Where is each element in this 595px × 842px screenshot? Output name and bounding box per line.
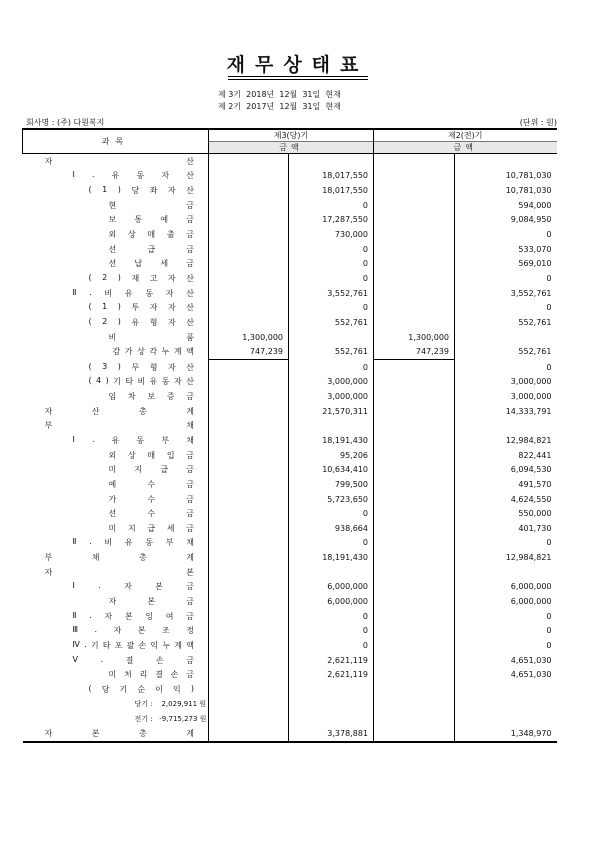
row-subject [23,389,209,404]
row-amount-p2: 0 [455,638,557,653]
row-amount-p2: 10,781,030 [455,169,557,184]
row-amount-c1 [209,506,289,521]
row-amount-c1 [209,389,289,404]
row-amount-p2: 10,781,030 [455,183,557,198]
row-amount-p1 [374,433,455,448]
row-subject [23,375,209,390]
table-row [23,375,557,390]
row-amount-c2 [289,154,374,169]
row-subject [23,726,209,742]
table-row [23,330,557,345]
row-amount-c1 [209,726,289,742]
header-current-amount: 금액 [209,142,374,154]
row-amount-p2 [455,565,557,580]
table-row [23,344,557,359]
table-row [23,227,557,242]
row-amount-p1 [374,550,455,565]
row-amount-p1: 1,300,000 [374,330,455,345]
row-amount-c2: 3,552,761 [289,286,374,301]
row-amount-c1 [209,448,289,463]
row-subject [23,227,209,242]
row-amount-c1 [209,286,289,301]
row-amount-p2: 533,070 [455,242,557,257]
row-amount-p2 [455,682,557,697]
row-subject-label: 자 본 총 계 [44,728,194,738]
table-row [23,198,557,213]
row-amount-c2: 21,570,311 [289,404,374,419]
row-amount-p1: 747,239 [374,344,455,359]
table-row [23,550,557,565]
row-amount-p1 [374,419,455,434]
row-subject [23,653,209,668]
row-amount-c1 [209,462,289,477]
table-row [23,448,557,463]
row-amount-p2: 0 [455,271,557,286]
row-amount-c1 [209,419,289,434]
row-amount-c2: 18,191,430 [289,550,374,565]
row-amount-p1 [374,404,455,419]
row-amount-p1 [374,300,455,315]
row-amount-c1 [209,697,289,712]
row-amount-c2: 95,206 [289,448,374,463]
row-amount-p1 [374,477,455,492]
row-amount-p1 [374,580,455,595]
row-amount-p1 [374,227,455,242]
row-amount-p1 [374,624,455,639]
row-subject [23,344,209,359]
row-subject-label: 미 지 급 금 [108,465,194,475]
period-current: 제 3기 2018년 12월 31일 현재 [218,90,341,99]
row-subject [23,448,209,463]
row-amount-p1 [374,271,455,286]
row-amount-c2: 0 [289,506,374,521]
row-amount-p2: 6,000,000 [455,580,557,595]
row-subject [23,667,209,682]
row-subject-label: Ⅱ . 자 본 잉 여 금 [72,610,194,621]
row-amount-p1 [374,256,455,271]
row-amount-p1 [374,697,455,712]
row-amount-p2: 552,761 [455,315,557,330]
table-row [23,609,557,624]
row-amount-c2: 0 [289,536,374,551]
row-subject-label: 미 지 급 세 금 [108,523,194,533]
row-amount-p1 [374,213,455,228]
row-amount-c2 [289,330,374,345]
header-prior-period: 제2(전)기 [374,129,557,142]
row-amount-c1 [209,492,289,507]
row-amount-p1 [374,286,455,301]
table-row [23,580,557,595]
row-subject-label: 미 처 리 결 손 금 [108,670,194,680]
row-subject-label: 임 차 보 증 금 [108,392,194,402]
row-subject [23,404,209,419]
row-amount-c1 [209,213,289,228]
row-amount-p1 [374,653,455,668]
row-subject [23,242,209,257]
row-subject-label: ( 2 ) 재 고 자 산 [88,272,194,283]
row-subject-label: Ⅲ . 자 본 조 정 [72,625,194,636]
row-amount-p2: 1,348,970 [455,726,557,742]
row-subject-label: 선 납 세 금 [108,259,194,269]
period-prior: 제 2기 2017년 12월 31일 현재 [218,102,341,111]
row-amount-c2: 6,000,000 [289,580,374,595]
row-subject-label: 비 품 [108,332,194,342]
row-amount-c1 [209,565,289,580]
balance-sheet-table [22,128,557,743]
table-row [23,536,557,551]
row-amount-c2: 0 [289,198,374,213]
row-amount-p1 [374,154,455,169]
row-subject-label: ( 1 ) 당 좌 자 산 [88,185,194,196]
row-amount-c1 [209,227,289,242]
row-amount-c1 [209,682,289,697]
row-amount-p2: 594,000 [455,198,557,213]
row-amount-p2: 0 [455,300,557,315]
row-amount-c2: 3,378,881 [289,726,374,742]
row-subject-label: ( 4 ) 기 타 비 유 동 자 산 [88,376,194,387]
row-subject [23,213,209,228]
row-subject [23,711,209,726]
row-amount-p2: 6,000,000 [455,594,557,609]
row-amount-c1 [209,536,289,551]
row-subject [23,330,209,345]
row-amount-p2: 3,552,761 [455,286,557,301]
row-amount-p2: 14,333,791 [455,404,557,419]
row-subject [23,477,209,492]
row-amount-p1 [374,389,455,404]
row-subject-label: 감 가 상 각 누 계 액 [112,347,194,357]
row-amount-c2: 18,017,550 [289,169,374,184]
row-amount-c1 [209,375,289,390]
row-amount-c1 [209,667,289,682]
row-subject-label: Ⅳ . 기 타 포 괄 손 익 누 계 액 [72,639,194,650]
row-subject-label: 자 본 [44,567,194,577]
row-amount-p2 [455,419,557,434]
page-title: 재무상태표 [226,54,369,76]
company-name: 회사명 : (주) 다원복지 [26,118,105,127]
row-amount-p2: 0 [455,624,557,639]
row-amount-c2 [289,565,374,580]
row-subject-label: 자 산 총 계 [44,406,194,416]
row-subject-label: 선 급 금 [108,244,194,254]
row-amount-c2: 18,017,550 [289,183,374,198]
title-underline-2 [228,79,368,80]
unit-label: (단위 : 원) [519,118,557,127]
row-amount-c1 [209,300,289,315]
row-amount-c1 [209,711,289,726]
row-subject [23,433,209,448]
row-subject-label: 예 수 금 [108,479,194,489]
table-row [23,300,557,315]
row-subject [23,580,209,595]
row-amount-p1 [374,667,455,682]
row-amount-p1 [374,521,455,536]
row-subject-label: ( 3 ) 무 형 자 산 [88,361,194,372]
row-subject-label: Ⅰ . 유 동 자 산 [72,170,194,181]
row-subject-label: ( 2 ) 유 형 자 산 [88,316,194,327]
row-amount-p1 [374,315,455,330]
table-row [23,433,557,448]
table-row [23,697,557,712]
row-subject [23,419,209,434]
row-amount-p2: 550,000 [455,506,557,521]
table-row [23,271,557,286]
row-amount-p1 [374,375,455,390]
row-amount-p2: 4,651,030 [455,667,557,682]
table-row [23,315,557,330]
table-row [23,389,557,404]
table-row [23,286,557,301]
row-subject [23,154,209,169]
row-subject [23,506,209,521]
row-amount-p2: 552,761 [455,344,557,359]
row-amount-p2: 12,984,821 [455,433,557,448]
row-amount-p1 [374,506,455,521]
table-row [23,477,557,492]
row-amount-c2: 0 [289,242,374,257]
row-subject-label: ( 1 ) 투 자 자 산 [88,302,194,313]
row-amount-p1 [374,183,455,198]
table-row [23,419,557,434]
row-subject-label: 부 채 총 계 [44,553,194,563]
row-amount-c2 [289,711,374,726]
row-amount-p1 [374,242,455,257]
row-amount-p1 [374,594,455,609]
row-subject-label: 자 산 [44,156,194,166]
row-amount-c1 [209,609,289,624]
row-amount-c2: 0 [289,638,374,653]
row-amount-p1 [374,726,455,742]
row-amount-c1 [209,580,289,595]
row-subject-label: 외 상 매 입 금 [108,450,194,460]
row-amount-p1 [374,682,455,697]
row-amount-c2: 730,000 [289,227,374,242]
row-amount-c1 [209,169,289,184]
row-amount-c2 [289,682,374,697]
row-amount-p2 [455,697,557,712]
row-subject-label: 전기 : -9,715,273 원 [134,714,207,723]
row-subject-label: 당기 : 2,029,911 원 [134,700,207,709]
row-amount-p2: 4,651,030 [455,653,557,668]
table-row [23,404,557,419]
row-amount-p2: 6,094,530 [455,462,557,477]
row-amount-c2: 938,664 [289,521,374,536]
row-amount-p1 [374,448,455,463]
row-amount-c1 [209,183,289,198]
row-subject-label: 현 금 [108,200,194,210]
table-row [23,521,557,536]
row-subject [23,256,209,271]
table-row [23,653,557,668]
row-amount-c1 [209,271,289,286]
row-amount-p1 [374,711,455,726]
table-row [23,667,557,682]
row-subject-label: Ⅴ . 결 손 금 [72,654,194,665]
table-row [23,242,557,257]
row-amount-p2 [455,154,557,169]
row-amount-c1 [209,594,289,609]
table-row [23,169,557,184]
row-amount-p2: 3,000,000 [455,375,557,390]
row-amount-c1 [209,256,289,271]
row-amount-c2: 18,191,430 [289,433,374,448]
table-row [23,462,557,477]
row-amount-p2: 0 [455,609,557,624]
row-amount-c1 [209,242,289,257]
header-current-period: 제3(당)기 [209,129,374,142]
row-amount-c2: 2,621,119 [289,653,374,668]
table-row [23,183,557,198]
row-subject [23,536,209,551]
row-subject [23,638,209,653]
row-amount-p1 [374,359,455,374]
row-amount-c2: 17,287,550 [289,213,374,228]
row-subject-label: 보 통 예 금 [108,215,194,225]
row-subject [23,594,209,609]
row-amount-c1 [209,477,289,492]
table-row [23,154,557,169]
row-subject [23,300,209,315]
row-subject [23,521,209,536]
row-subject [23,697,209,712]
row-subject [23,462,209,477]
row-amount-c2: 3,000,000 [289,389,374,404]
row-subject-label: Ⅱ . 비 유 동 자 산 [72,287,194,298]
table-row [23,492,557,507]
row-amount-p1 [374,462,455,477]
row-subject-label: Ⅱ . 비 유 동 부 채 [72,537,194,548]
row-amount-c1: 1,300,000 [209,330,289,345]
row-amount-p2: 12,984,821 [455,550,557,565]
row-amount-p2: 401,730 [455,521,557,536]
row-subject-label: ( 당 기 순 이 익 ) [88,683,194,694]
row-amount-p2: 0 [455,536,557,551]
row-amount-p2: 569,010 [455,256,557,271]
row-subject-label: 외 상 매 출 금 [108,230,194,240]
row-amount-p2 [455,330,557,345]
row-amount-c2 [289,419,374,434]
row-amount-p1 [374,565,455,580]
row-amount-c2: 10,634,410 [289,462,374,477]
row-subject [23,550,209,565]
row-amount-c1: 747,239 [209,344,289,359]
table-row [23,638,557,653]
row-amount-p2: 822,441 [455,448,557,463]
row-subject [23,492,209,507]
table-row [23,624,557,639]
row-amount-p2: 4,624,550 [455,492,557,507]
row-amount-p1 [374,169,455,184]
table-row [23,256,557,271]
row-amount-c2: 6,000,000 [289,594,374,609]
row-amount-p1 [374,198,455,213]
row-subject-label: 부 채 [44,421,194,431]
row-subject [23,315,209,330]
header-prior-amount: 금액 [374,142,557,154]
header-subject: 과목 [23,129,209,154]
row-amount-c2: 2,621,119 [289,667,374,682]
row-subject [23,359,209,374]
row-amount-c1 [209,154,289,169]
row-amount-c1 [209,404,289,419]
table-row [23,726,557,742]
table-row [23,594,557,609]
row-amount-c2: 0 [289,624,374,639]
row-amount-c1 [209,433,289,448]
row-subject [23,198,209,213]
row-subject [23,183,209,198]
row-subject-label: 선 수 금 [108,509,194,519]
row-amount-c1 [209,198,289,213]
row-subject-label: Ⅰ . 자 본 금 [72,581,194,592]
row-amount-c2: 3,000,000 [289,375,374,390]
row-amount-c1 [209,315,289,330]
row-subject [23,609,209,624]
row-subject [23,286,209,301]
row-amount-c2: 0 [289,256,374,271]
row-subject-label: 가 수 금 [108,494,194,504]
row-subject [23,169,209,184]
title-underline [228,76,368,77]
row-amount-c2: 552,761 [289,315,374,330]
table-row [23,682,557,697]
row-subject [23,682,209,697]
row-amount-c2: 0 [289,609,374,624]
row-amount-p1 [374,492,455,507]
row-subject [23,565,209,580]
table-row [23,711,557,726]
row-amount-c1 [209,359,289,374]
row-amount-c1 [209,653,289,668]
row-amount-p2: 0 [455,359,557,374]
row-subject [23,271,209,286]
row-subject-label: 자 본 금 [108,597,194,607]
table-row [23,359,557,374]
row-amount-c2: 552,761 [289,344,374,359]
row-amount-c2: 0 [289,271,374,286]
row-amount-c2: 0 [289,300,374,315]
row-amount-c2: 799,500 [289,477,374,492]
row-amount-c1 [209,521,289,536]
row-amount-p2 [455,711,557,726]
row-amount-p2: 9,084,950 [455,213,557,228]
row-amount-c2: 5,723,650 [289,492,374,507]
row-amount-c2 [289,697,374,712]
row-amount-p1 [374,609,455,624]
row-amount-c1 [209,550,289,565]
row-amount-c2: 0 [289,359,374,374]
row-subject [23,624,209,639]
row-amount-p2: 491,570 [455,477,557,492]
row-amount-p1 [374,638,455,653]
table-row [23,506,557,521]
row-amount-p2: 0 [455,227,557,242]
row-subject-label: Ⅰ . 유 동 부 채 [72,434,194,445]
row-amount-p2: 3,000,000 [455,389,557,404]
table-row [23,213,557,228]
row-amount-p1 [374,536,455,551]
row-amount-c1 [209,638,289,653]
row-amount-c1 [209,624,289,639]
table-row [23,565,557,580]
